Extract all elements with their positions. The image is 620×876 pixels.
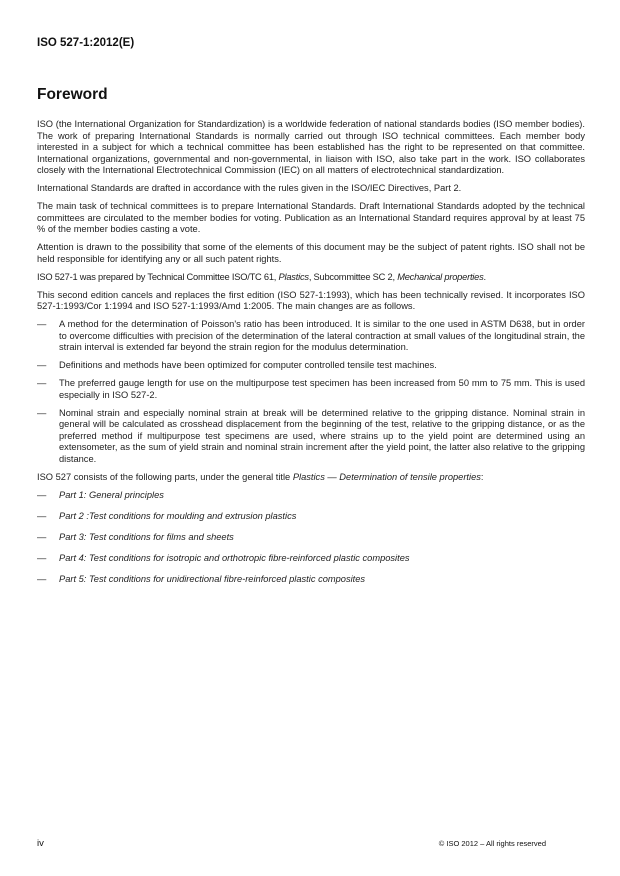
paragraph-technical-committees: The main task of technical committees is to prepare International Standards. Draft International Standards adopted by the technical committees are circulated to the member bodies for voting. Publication as an International Standard requires approval by at least 75 % of the member bodies casting a vote.	[37, 201, 585, 235]
changes-list	[37, 319, 585, 465]
parts-list	[37, 490, 585, 586]
list-item	[37, 574, 585, 586]
paragraph-directives: International Standards are drafted in accordance with the rules given in the ISO/IEC Directives, Part 2.	[37, 183, 462, 194]
list-item-text: The preferred gauge length for use on the multipurpose test specimen has been increased from 50 mm to 75 mm. This is used especially in ISO 527-2.	[59, 378, 585, 400]
copyright-notice: © ISO 2012 – All rights reserved	[438, 839, 546, 848]
dash-bullet: —	[37, 510, 47, 521]
dash-bullet: —	[37, 552, 47, 563]
part-title: Part 2 :Test conditions for moulding and extrusion plastics	[59, 510, 297, 521]
paragraph-edition: This second edition cancels and replaces the first edition (ISO 527-1:1993), which has been technically revised. It incorporates ISO 527-1:1993/Cor 1:1994 and ISO 527-1:1993/Amd 1:2005. The main changes are as follows.	[37, 289, 585, 312]
list-item	[37, 319, 585, 354]
list-item	[37, 360, 585, 372]
dash-bullet: —	[37, 360, 47, 371]
part-title: Part 4: Test conditions for isotropic and orthotropic fibre-reinforced plastic composites	[59, 552, 410, 563]
document-identifier: ISO 527-1:2012(E)	[37, 37, 135, 49]
list-item	[37, 378, 585, 401]
dash-bullet: —	[37, 573, 47, 584]
paragraph-prepared-by: ISO 527-1 was prepared by Technical Committee ISO/TC 61, Plastics, Subcommittee SC 2, Mechanical properties.	[37, 271, 486, 282]
foreword-body	[37, 119, 585, 595]
part-title: Part 1: General principles	[59, 489, 164, 500]
dash-bullet: —	[37, 489, 47, 500]
list-item-text: A method for the determination of Poisson's ratio has been introduced. It is similar to the one used in ASTM D638, but in order to overcome difficulties with precision of the determination of the lateral contraction at small values of the longitudinal strain, the strain interval is extended far beyond the strain region for the modulus determination.	[59, 319, 585, 353]
dash-bullet: —	[37, 407, 47, 418]
list-item	[37, 511, 585, 523]
paragraph-iso-intro: ISO (the International Organization for Standardization) is a worldwide federation of national standards bodies (ISO member bodies). The work of preparing International Standards is normally carried out through ISO technical committees. Each member body interested in a subject for which a technical committee has been established has the right to be represented on that committee. International organizations, governmental and non-governmental, in liaison with ISO, also take part in the work. ISO collaborates closely with the International Electrotechnical Commission (IEC) on all matters of electrotechnical standardization.	[37, 119, 585, 176]
list-item	[37, 532, 585, 544]
paragraph-patent-rights: Attention is drawn to the possibility that some of the elements of this document may be the subject of patent rights. ISO shall not be held responsible for identifying any or all such patent rights.	[37, 242, 585, 264]
dash-bullet: —	[37, 319, 47, 330]
list-item	[37, 553, 585, 565]
paragraph-parts-intro: ISO 527 consists of the following parts, under the general title Plastics — Determination of tensile properties:	[37, 471, 484, 482]
list-item-text: Nominal strain and especially nominal strain at break will be determined relative to the gripping distance. Nominal strain in general will be calculated as crosshead displacement from the beginning of the test, relative to the gripping distance, or as the preferred method if multipurpose test specimens are used, where strains up to the yield point are determined using an extensometer, as the sum of yield strain and nominal strain increment after the yield point, the latter also relative to the gripping distance.	[59, 407, 585, 464]
list-item	[37, 408, 585, 466]
part-title: Part 3: Test conditions for films and sheets	[59, 531, 234, 542]
dash-bullet: —	[37, 531, 47, 542]
list-item-text: Definitions and methods have been optimized for computer controlled tensile test machines.	[59, 360, 437, 371]
part-title: Part 5: Test conditions for unidirectional fibre-reinforced plastic composites	[59, 573, 366, 584]
section-heading: Foreword	[37, 86, 108, 103]
dash-bullet: —	[37, 378, 47, 389]
list-item	[37, 490, 585, 502]
page-number: iv	[37, 838, 44, 849]
